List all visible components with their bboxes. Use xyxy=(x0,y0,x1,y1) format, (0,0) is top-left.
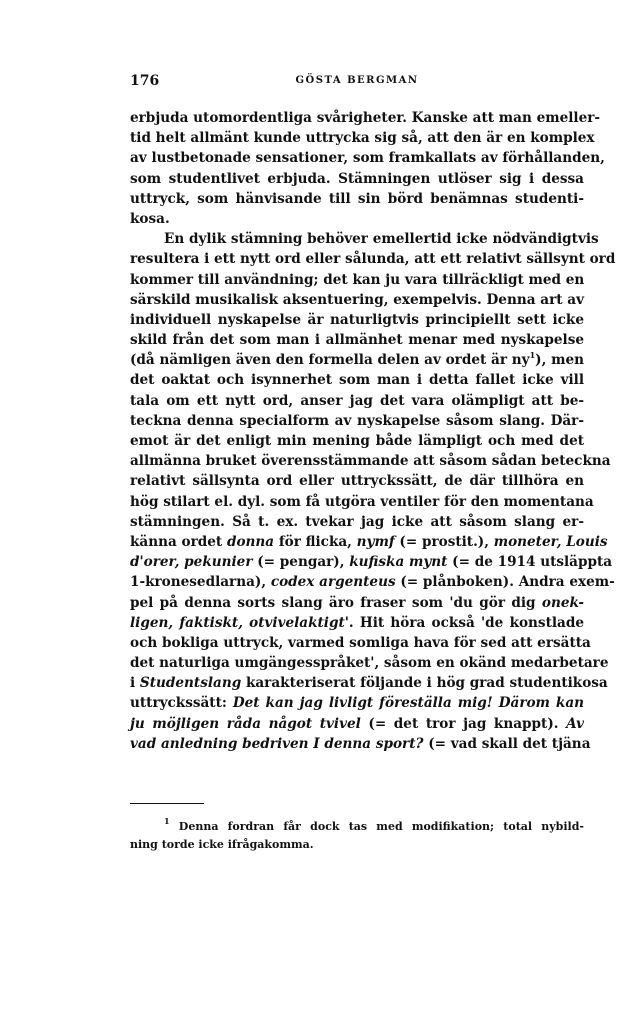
italic-term: ju möjligen råda något tvivel xyxy=(130,715,361,732)
text-run: känna ordet xyxy=(130,533,227,550)
footnote-divider xyxy=(130,803,204,804)
text-line: teckna denna specialform av nyskapelse såsom slang. Där- xyxy=(130,412,584,429)
text-line xyxy=(130,572,615,592)
text-run: karakteriserat följande i hög grad studentikosa xyxy=(241,675,608,692)
body-text xyxy=(130,108,616,754)
text-line: stämningen. Så t. ex. tvekar jag icke att såsom slang er- xyxy=(130,513,584,530)
text-line: särskild musikalisk aksentuering, exempelvis. Denna art av xyxy=(130,291,584,308)
text-line: emot är det enligt min mening både lämpligt och med det xyxy=(130,433,584,449)
text-line: som studentlivet erbjuda. Stämningen utlöser sig i dessa xyxy=(130,170,584,187)
text-run: '. Hit höra också 'de konstlade xyxy=(344,614,584,631)
italic-term: onek- xyxy=(541,594,584,611)
footnote-text: Denna fordran får dock tas med modifikation; total nybild- xyxy=(178,820,584,833)
text-line: och bokliga uttryck, varmed somliga hava för sed att ersätta xyxy=(130,634,591,651)
text-run: (= plånboken). Andra exem- xyxy=(395,574,615,591)
text-line: relativt sällsynta ord eller uttryckssätt, de där tillhöra en xyxy=(130,473,584,490)
text-line xyxy=(130,693,584,713)
italic-term: kufiska mynt xyxy=(349,554,448,571)
text-run: för flicka, xyxy=(274,533,357,550)
footnote-marker: 1 xyxy=(164,816,170,826)
text-run: uttryckssätt: xyxy=(130,695,233,712)
text-line xyxy=(130,350,584,370)
text-line xyxy=(130,552,613,572)
text-run: i xyxy=(130,675,140,692)
text-run: pel på denna sorts slang äro fraser som 'du gör dig xyxy=(130,594,542,611)
page-header xyxy=(130,73,584,93)
text-line: erbjuda utomordentliga svårigheter. Kanske att man emeller- xyxy=(130,110,601,126)
text-line: uttryck, som hänvisande till sin börd benämnas studenti- xyxy=(130,190,584,207)
italic-term: Studentslang xyxy=(139,675,242,692)
italic-term: Det kan jag livligt föreställa mig! Därom kan xyxy=(232,695,585,712)
text-line: allmänna bruket överensstämmande att såsom sådan beteckna xyxy=(130,453,611,470)
text-run: ), men xyxy=(535,352,584,369)
text-line xyxy=(130,734,591,754)
text-line: det naturliga umgängesspråket', såsom en okänd medarbetare xyxy=(130,655,609,672)
italic-term: Av xyxy=(566,715,584,732)
text-line: resultera i ett nytt ord eller sålunda, att ett relativt sällsynt ord xyxy=(130,251,616,268)
text-line: tid helt allmänt kunde uttrycka sig så, att den är en komplex xyxy=(130,130,595,147)
italic-term: donna xyxy=(226,533,275,550)
italic-term: codex argenteus xyxy=(270,574,396,591)
page-number: 176 xyxy=(130,73,160,89)
text-line: skild från det som man i allmänhet menar med nyskapelse xyxy=(130,332,584,349)
italic-term: vad anledning bedriven I denna sport? xyxy=(130,735,424,752)
text-run: (= prostit.), xyxy=(394,533,494,550)
text-line: hög stilart el. dyl. som få utgöra ventiler för den momentana xyxy=(130,493,594,510)
running-head: GÖSTA BERGMAN xyxy=(295,75,419,86)
text-line: kosa. xyxy=(130,210,170,227)
italic-term: ligen, faktiskt, otvivelaktigt xyxy=(130,614,345,631)
text-line xyxy=(130,613,584,633)
text-line xyxy=(130,714,584,734)
text-line: individuell nyskapelse är naturligtvis principiellt sett icke xyxy=(130,311,584,328)
italic-term: nymf xyxy=(356,533,395,550)
footnote xyxy=(130,818,584,854)
text-line: En dylik stämning behöver emellertid icke nödvändigtvis xyxy=(164,231,599,248)
footnote-ref: 1 xyxy=(529,350,536,361)
italic-term: d'orer, pekunier xyxy=(130,554,253,571)
italic-term: moneter, Louis xyxy=(493,533,608,550)
text-line: av lustbetonade sensationer, som framkallats av förhållanden, xyxy=(130,150,605,167)
footnote-line xyxy=(130,818,584,836)
text-run: 1-kronesedlarna), xyxy=(130,574,271,591)
text-line: kommer till användning; det kan ju vara tillräckligt med en xyxy=(130,271,585,288)
text-line: det oaktat och isynnerhet som man i detta fallet icke vill xyxy=(130,372,584,389)
text-line: tala om ett nytt ord, anser jag det vara olämpligt att be- xyxy=(130,392,584,409)
text-line xyxy=(130,673,608,693)
text-run: (= de 1914 utsläppta xyxy=(447,554,613,571)
footnote-line: ning torde icke ifrågakomma. xyxy=(130,838,314,851)
text-line xyxy=(130,593,584,613)
text-line xyxy=(130,532,608,552)
text-run: (= vad skall det tjäna xyxy=(423,735,591,752)
text-run: (= pengar), xyxy=(252,554,350,571)
text-run: (= det tror jag knappt). xyxy=(360,715,567,732)
text-run: (då nämligen även den formella delen av ordet är ny xyxy=(130,352,530,369)
